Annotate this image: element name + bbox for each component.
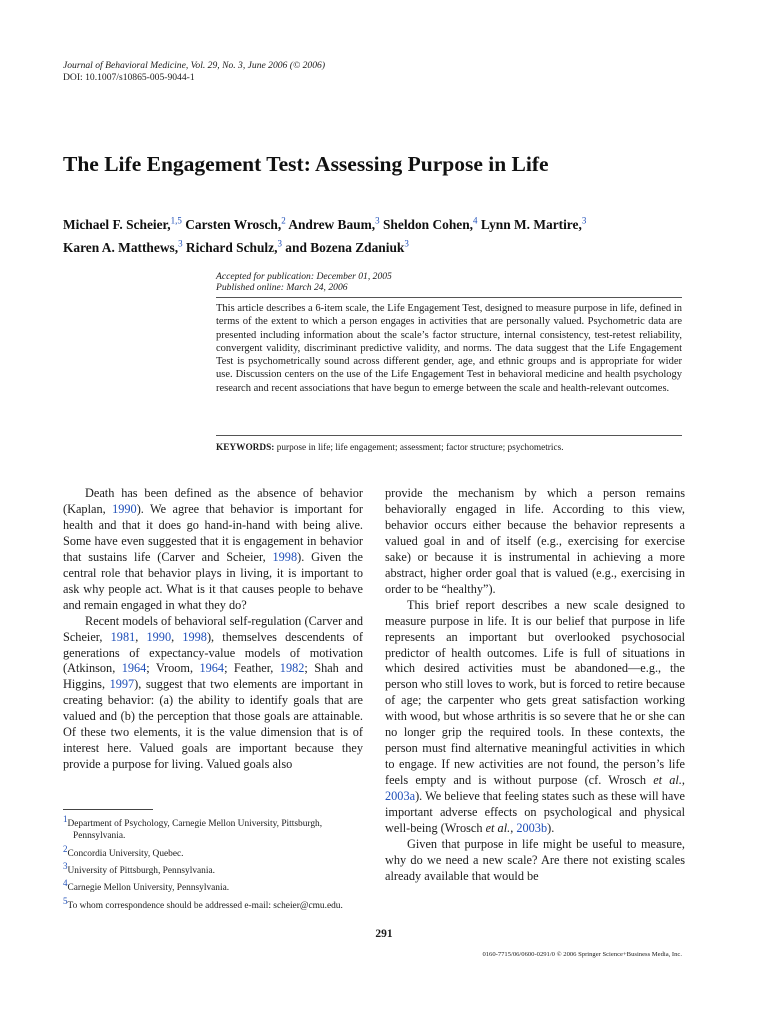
author: Sheldon Cohen,$^4$ bbox=[382, 216, 478, 233]
citation-link[interactable]: 1964 bbox=[121, 661, 147, 676]
affiliation-link[interactable]: 3 bbox=[581, 216, 587, 226]
footnote: $^3$University of Pittsburgh, Pennsylvania. bbox=[63, 860, 215, 876]
journal-citation: Journal of Behavioral Medicine, Vol. 29, No. 3, June 2006 (© 2006) bbox=[63, 60, 326, 71]
abstract: This article describes a 6-item scale, the Life Engagement Test, designed to measure purpose in life, defined in terms of the extent to which a person engages in activities that are personally valued. Psychometric data are presented including information about the scale’s factor structure, internal consistency, test-retest reliability, convergent validity, discriminant predictive validity, and norms. The data suggest that the Life Engagement Test is psychometrically sound across different gender, age, and ethnic groups and is appropriate for wider use. Discussion centers on the use of the Life Engagement Test in behavioral medicine and health psychology research and recent associations that have begun to emerge between the scale and health-relevant outcomes. bbox=[216, 303, 682, 394]
affiliation-link[interactable]: 2 bbox=[281, 216, 286, 226]
keywords-text: purpose in life; life engagement; assessment; factor structure; psychometrics. bbox=[276, 443, 564, 453]
doi: DOI: 10.1007/s10865-005-9044-1 bbox=[63, 72, 195, 83]
accepted-date: Accepted for publication: December 01, 2005 bbox=[216, 271, 392, 282]
keywords bbox=[216, 442, 682, 454]
body-paragraph: provide the mechanism by which a person remains behaviorally engaged in life. According to this view, behavior occurs either because the behavior represents a valued goal in and of itself (e.g., exercising for exercise sake) or because it is instrumental in achieving a more abstract, higher order goal that is valued (e.g., exercising in order to be “healthy”). bbox=[385, 486, 685, 596]
affiliation-link[interactable]: 3 bbox=[277, 238, 282, 249]
author-list bbox=[63, 212, 703, 257]
author: Richard Schulz,$^3$ bbox=[185, 238, 282, 255]
author: Karen A. Matthews,$^3$ bbox=[63, 238, 183, 255]
footnote-rule bbox=[63, 809, 153, 810]
article-title: The Life Engagement Test: Assessing Purpose in Life bbox=[63, 152, 549, 176]
citation-link[interactable]: 1998 bbox=[182, 629, 207, 644]
footnote: $^4$Carnegie Mellon University, Pennsylvania. bbox=[63, 878, 230, 894]
citation-link[interactable]: 1998 bbox=[272, 549, 298, 564]
citation-link[interactable]: 1981 bbox=[110, 629, 136, 644]
citation-link[interactable]: 1982 bbox=[279, 661, 305, 676]
published-date: Published online: March 24, 2006 bbox=[216, 282, 348, 293]
affiliation-link[interactable]: 3 bbox=[375, 216, 380, 226]
footnote: $^2$Concordia University, Quebec. bbox=[63, 843, 184, 859]
author: Carsten Wrosch,$^2$ bbox=[185, 216, 286, 233]
citation-link[interactable]: 1964 bbox=[199, 661, 225, 676]
author: Michael F. Scheier,$^{1,5}$ bbox=[63, 216, 182, 233]
affiliation-link[interactable]: 3 bbox=[178, 238, 183, 249]
author: Andrew Baum,$^3$ bbox=[288, 216, 380, 233]
body-paragraph: Given that purpose in life might be useful to measure, why do we need a new scale? Are there not existing scales already available that would be bbox=[385, 836, 685, 883]
citation-link[interactable]: 1990 bbox=[146, 629, 172, 644]
affiliation-link[interactable]: 1,5 bbox=[170, 216, 182, 226]
affiliation-link[interactable]: 4 bbox=[473, 216, 478, 226]
citation-link[interactable]: 2003a bbox=[385, 789, 416, 804]
body-paragraph: This brief report describes a new scale designed to measure purpose in life. It is our belief that purpose in life represents an important but overlooked psychosocial predictor of health outcomes. Life is full of situations in which desired activities must be abandoned—e.g., the person who still loves to work, but is forced to retire because of age; the carpenter who gets great satisfaction working with wood, but whose arthritis is so severe that he or she can no longer grip the required tools. In these contexts, the person must find alternative meaningful activities in which to engage. If new activities are not found, the person’s life feels empty and is without purpose (cf. Wrosch et al., 2003a). We believe that feeling states such as these will have important adverse effects on psychological and physical well-being (Wrosch et al., 2003b). bbox=[385, 597, 685, 836]
citation-link[interactable]: 1997 bbox=[109, 677, 135, 692]
body-paragraph: Death has been defined as the absence of behavior (Kaplan, 1990). We agree that behavior is important for health and that it does go hand-in-hand with being alive. Some have even suggested that it is engagement in behavior that sustains life (Carver and Scheier, 1998). Given the central role that behavior plays in living, it is important to ask why people act. What is it that causes people to behave and remain engaged in what they do? bbox=[63, 486, 363, 612]
page-number: 291 bbox=[375, 928, 393, 940]
right-column bbox=[385, 486, 685, 885]
footnote: $^5$To whom correspondence should be addressed e-mail: scheier@cmu.edu. bbox=[63, 895, 343, 911]
author: Lynn M. Martire,$^3$ bbox=[480, 216, 587, 233]
keywords-label: KEYWORDS: bbox=[216, 443, 275, 453]
body-paragraph: Recent models of behavioral self-regulation (Carver and Scheier, 1981, 1990, 1998), themselves descendents of generations of expectancy-value models of motivation (Atkinson, 1964; Vroom, 1964; Feather, 1982; Shah and Higgins, 1997), suggest that two elements are important in creating behavior: (a) the ability to identify goals that are valued and (b) the perception that those goals are attainable. Of these two elements, it is the value dimension that is of interest here. Valued goals are important because they provide a purpose for living. Valued goals also bbox=[63, 613, 363, 772]
abstract-top-rule bbox=[216, 297, 682, 298]
copyright-line: 0160-7715/06/0600-0291/0 © 2006 Springer Science+Business Media, Inc. bbox=[482, 951, 682, 958]
abstract-bottom-rule bbox=[216, 435, 682, 436]
footnote: $^1$Department of Psychology, Carnegie Mellon University, Pittsburgh, Pennsylvania. bbox=[63, 814, 323, 842]
publication-dates bbox=[216, 271, 392, 293]
footnotes bbox=[63, 813, 363, 912]
citation-link[interactable]: 1990 bbox=[112, 501, 137, 516]
left-column bbox=[63, 486, 363, 773]
affiliation-link[interactable]: 3 bbox=[404, 238, 409, 249]
author: and Bozena Zdaniuk$^3$ bbox=[285, 238, 409, 255]
citation-link[interactable]: 2003b bbox=[516, 821, 548, 836]
journal-header bbox=[63, 60, 325, 84]
